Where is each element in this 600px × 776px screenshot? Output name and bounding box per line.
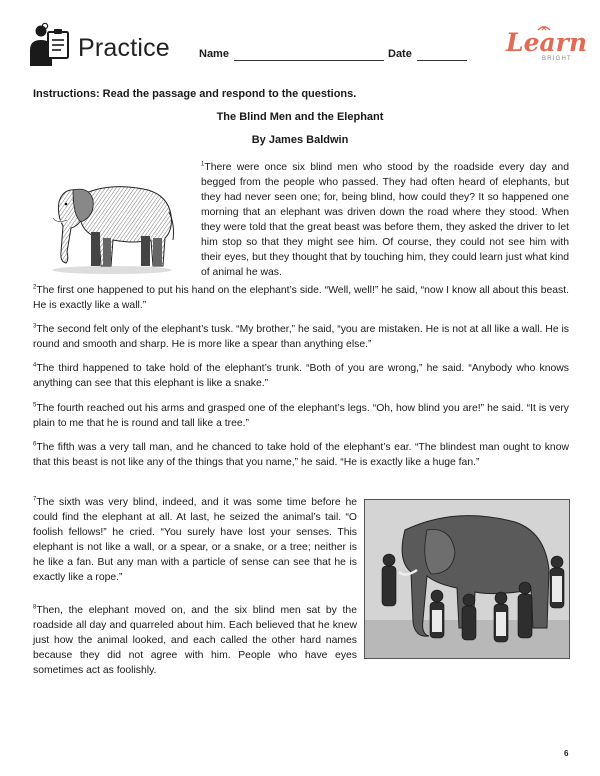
name-field-line[interactable]: [234, 60, 384, 61]
paragraph-number: 3: [33, 323, 37, 330]
paragraph-text: Then, the elephant moved on, and the six blind men sat by the roadside all day and quarreled about him. Each believed that he knew just how the animal looked, and each called the other hard names because they did not agree with him. People who have eyes sometimes act as foolishly.: [33, 605, 357, 676]
instructions: Instructions: Read the passage and respond to the questions.: [33, 88, 357, 100]
paragraph-6: [33, 440, 569, 470]
paragraph-4: [33, 361, 569, 391]
paragraph-1: [201, 160, 569, 280]
paragraph-5: [33, 401, 569, 431]
paragraph-7: [33, 495, 357, 585]
paragraph-8: [33, 603, 357, 678]
paragraph-text: The fifth was a very tall man, and he chanced to take hold of the elephant’s ear. “The blindest man ought to know that this beast is not like any of the things that you name,” he said. “He is exactly like a huge fan.”: [33, 442, 569, 468]
paragraph-text: There were once six blind men who stood by the roadside every day and begged from the people who passed. They had often heard of elephants, but they had never seen one; for, being blind, how could they? It so happened one morning that an elephant was driven down the road where they stood. When they were told that the great beast was before them, they asked the driver to let him stop so that they might see him. Of course, they could not see him with their eyes, but they thought that by touching him, they could learn just what kind of animal he was.: [201, 162, 569, 278]
logo-subtitle: BRIGHT: [542, 56, 572, 62]
practice-label: Practice: [78, 34, 170, 62]
page-number: 6: [564, 749, 569, 758]
paragraph-number: 2: [33, 284, 37, 291]
logo-word: Learn: [506, 28, 588, 57]
worksheet-header: [28, 22, 588, 70]
learn-bright-logo: [498, 24, 586, 68]
name-label: Name: [199, 48, 229, 60]
paragraph-text: The first one happened to put his hand on the elephant’s side. “Well, well!” he said, “now I know all about this beast. He is exactly like a wall.”: [33, 285, 569, 311]
paragraph-number: 6: [33, 441, 37, 448]
student-worksheet-icon: [28, 22, 72, 68]
paragraph-text: The third happened to take hold of the elephant’s trunk. “Both of you are wrong,” he said. “Anybody who knows anything can see that this elephant is like a snake.”: [33, 363, 569, 389]
blind-men-elephant-illustration: [364, 499, 570, 659]
passage-author: By James Baldwin: [251, 134, 349, 146]
date-label: Date: [388, 48, 412, 60]
paragraph-text: The fourth reached out his arms and grasped one of the elephant’s legs. “Oh, how blind you are!” he said. “It is very plain to me that he is round and tall like a tree.”: [33, 403, 569, 429]
paragraph-number: 7: [33, 496, 37, 503]
paragraph-number: 1: [201, 161, 205, 168]
passage-title: The Blind Men and the Elephant: [216, 111, 384, 123]
paragraph-3: [33, 322, 569, 352]
paragraph-2: [33, 283, 569, 313]
paragraph-number: 5: [33, 402, 37, 409]
paragraph-number: 4: [33, 362, 37, 369]
elephant-illustration: [33, 160, 191, 278]
paragraph-text: The sixth was very blind, indeed, and it was some time before he could find the elephant at all. At last, he seized the animal’s tail. “O foolish fellows!” he cried. “You surely have lost your senses. This elephant is not like a wall, or a spear, or a snake, or a tree; neither is he like a fan. But any man with a particle of sense can see that he is exactly like a rope.”: [33, 497, 357, 583]
paragraph-number: 8: [33, 604, 37, 611]
date-field-line[interactable]: [417, 60, 467, 61]
blind-men-scene-icon: [365, 500, 570, 659]
paragraph-text: The second felt only of the elephant’s tusk. “My brother,” he said, “you are mistaken. He is not at all like a wall. He is round and smooth and sharp. He is more like a spear than anything else.”: [33, 324, 569, 350]
